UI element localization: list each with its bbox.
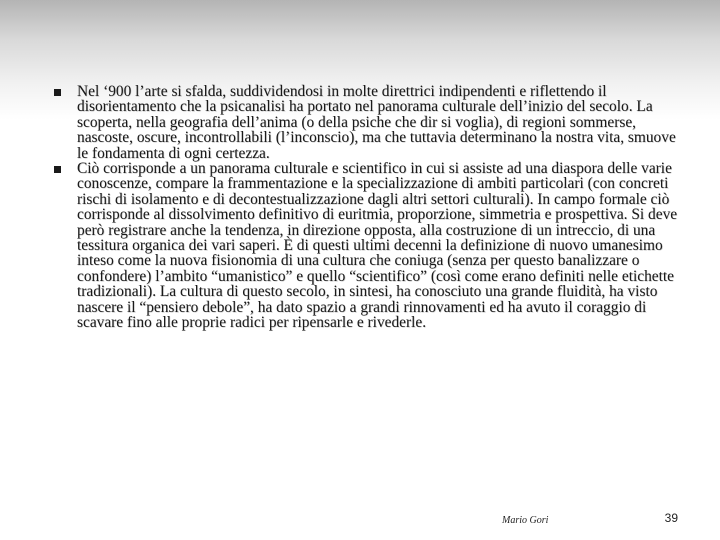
footer-author: Mario Gori [502,515,549,526]
bullet-list [52,84,678,331]
bullet-item-1 [52,84,678,161]
page-number: 39 [664,511,678,525]
bullet-text-2: Ciò corrisponde a un panorama culturale e scientifico in cui si assiste ad una diaspora delle varie conoscenze, compare la frammentazione e la specializzazione di ambiti particolari (con concreti rischi di isolamento e di decontestualizzazione dagli altri settori culturali). In campo formale ciò corrisponde al dissolvimento definitivo di euritmia, proporzione, simmetria e prospettiva. Si deve però registrare anche la tendenza, in direzione opposta, alla costruzione di un intreccio, di una tessitura organica dei vari saperi. È di questi ultimi decenni la definizione di nuovo umanesimo inteso come la nuova fisionomia di una cultura che coniuga (senza per questo banalizzare o confondere) l’ambito “umanistico” e quello “scientifico” (così come erano definiti nelle etichette tradizionali). La cultura di questo secolo, in sintesi, ha conosciuto una grande fluidità, ha visto nascere il “pensiero debole”, ha dato spazio a grandi rinnovamenti ed ha avuto il coraggio di scavare fino alle proprie radici per ripensarle e rivederle. [77,160,678,332]
bullet-text-1: Nel ‘900 l’arte si sfalda, suddividendosi in molte direttrici indipendenti e riflettendo il disorientamento che la psicanalisi ha portato nel panorama culturale dell’inizio del secolo. La scoperta, nella geografia dell’anima (o della psiche che dir si voglia), di regioni sommerse, nascoste, oscure, incontrollabili (l’inconscio), ma che tuttavia determinano la nostra vita, smuove le fondamenta di ogni certezza. [77,83,676,162]
square-bullet-icon [54,89,61,96]
square-bullet-icon [54,166,61,173]
bullet-item-2 [52,161,678,330]
